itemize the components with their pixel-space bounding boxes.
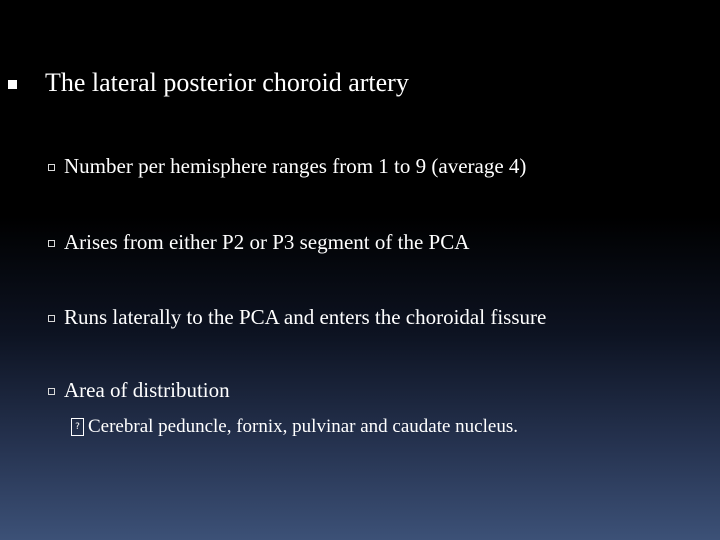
- bullet-item: [48, 303, 546, 331]
- bullet-item: [48, 152, 526, 180]
- sub-bullet-text: Cerebral peduncle, fornix, pulvinar and caudate nucleus.: [88, 416, 518, 437]
- square-bullet-icon: [8, 80, 17, 89]
- hollow-square-bullet-icon: [48, 388, 55, 395]
- hollow-square-bullet-icon: [48, 240, 55, 247]
- bullet-text: Arises from either P2 or P3 segment of the PCA: [64, 230, 470, 254]
- slide-title: The lateral posterior choroid artery: [45, 68, 409, 97]
- sub-bullet-item: [70, 414, 518, 440]
- bullet-item: [48, 376, 230, 404]
- bullet-item: [48, 228, 469, 256]
- hollow-square-bullet-icon: [48, 164, 55, 171]
- bullet-text: Runs laterally to the PCA and enters the choroidal fissure: [64, 305, 547, 329]
- missing-glyph-icon: ?: [71, 418, 84, 436]
- title-bullet: [8, 66, 409, 100]
- bullet-text: Number per hemisphere ranges from 1 to 9 (average 4): [64, 154, 527, 178]
- hollow-square-bullet-icon: [48, 315, 55, 322]
- bullet-text: Area of distribution: [64, 378, 230, 402]
